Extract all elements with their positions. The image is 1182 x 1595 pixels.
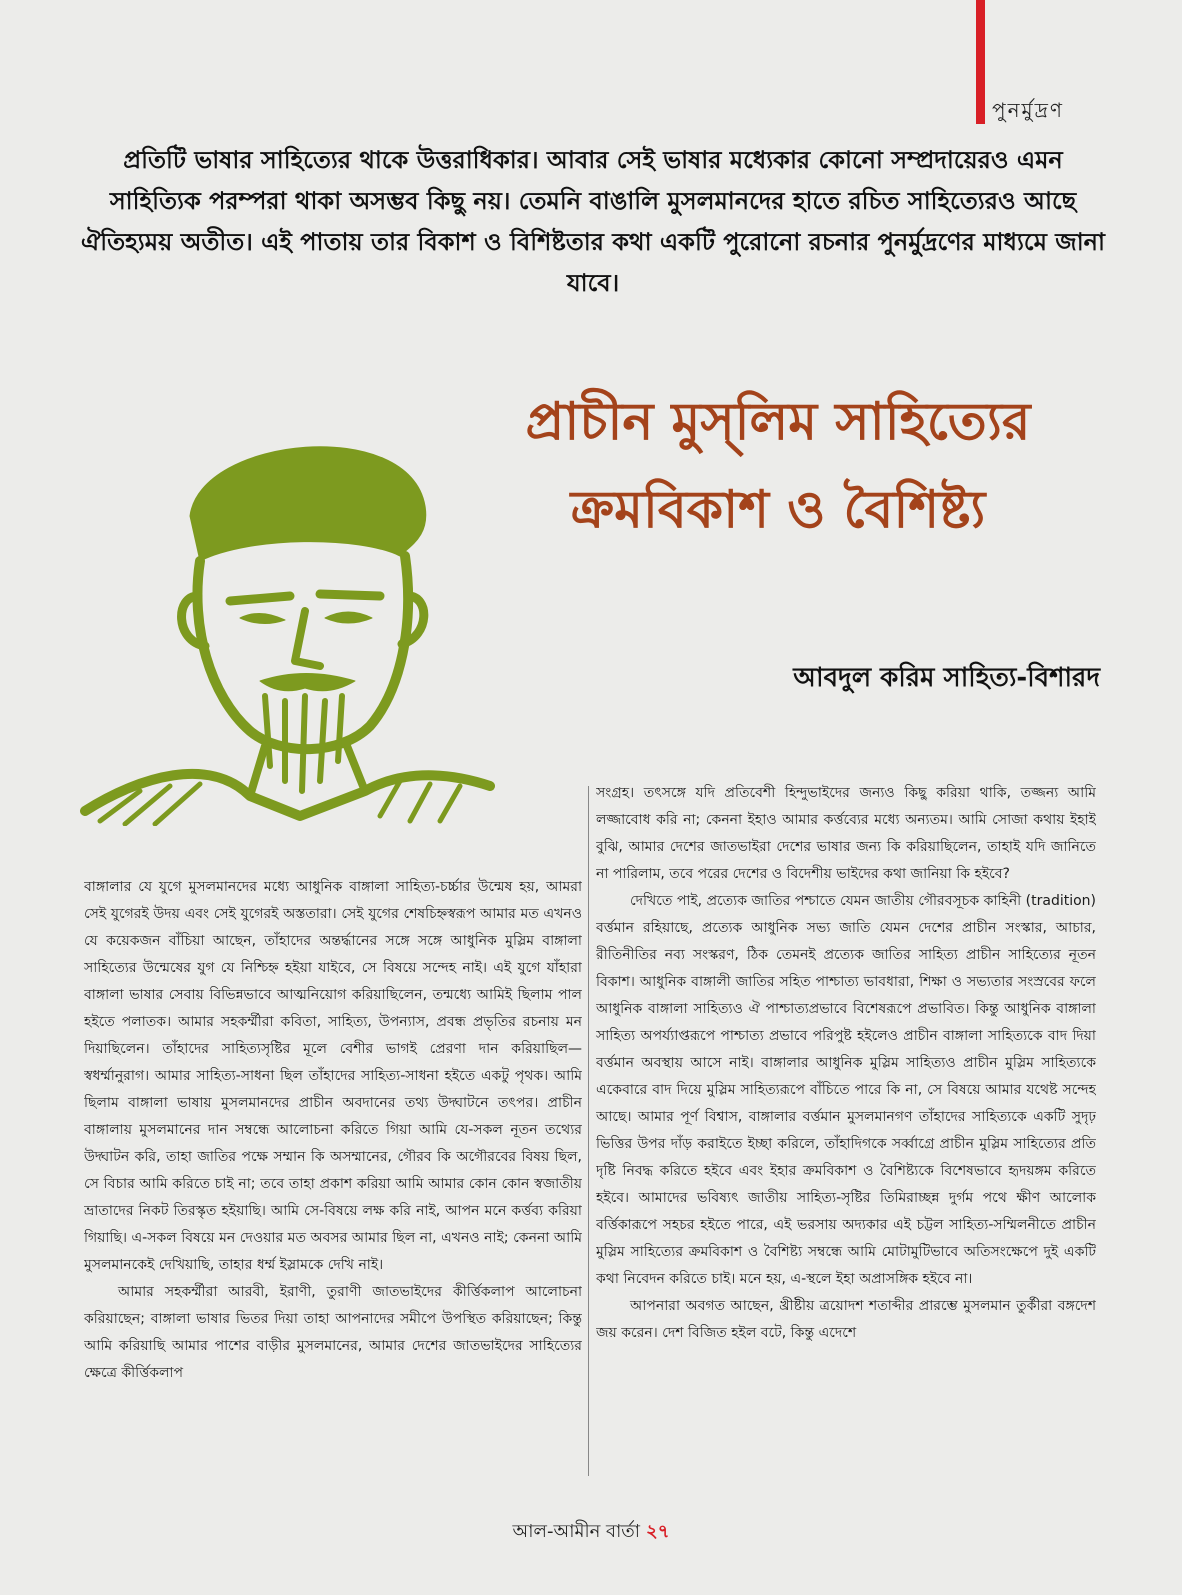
section-label: পুনর্মুদ্রণ — [992, 98, 1065, 122]
publication-name: আল-আমীন বার্তা — [512, 1521, 641, 1542]
paragraph: আমার সহকর্ম্মীরা আরবী, ইরাণী, তুরাণী জাতভাইদের কীর্ত্তিকলাপ আলোচনা করিয়াছেন; বাঙ্গালা ভাষার ভিতর দিয়া তাহা আপনাদের সমীপে উপস্থিত করিয়াছেন; কিন্তু আমি করিয়াছি আমার পাশের বাড়ীর মুসলমানের, আমার দেশের জাতভাইদের সাহিত্যের ক্ষেত্রে কীর্ত্তিকলাপ — [84, 1284, 582, 1381]
page-footer — [400, 1517, 782, 1547]
paragraph: সংগ্রহ। তৎসঙ্গে যদি প্রতিবেশী হিন্দুভাইদের জন্যও কিছু করিয়া থাকি, তজ্জন্য আমি লজ্জাবোধ করি না; কেননা ইহাও আমার কর্ত্তব্যের মধ্যে অন্যতম। আমি সোজা কথায় ইহাই বুঝি, আমার দেশের জাতভাইরা দেশের ভাষার জন্য কি করিয়াছিলেন, তাহাই যদি জানিতে না পারিলাম, তবে পরের দেশের ও বিদেশীয় ভাইদের কথা জানিয়া কি হইবে? — [596, 785, 1096, 882]
article-title — [408, 378, 1148, 588]
page-number: ২৭ — [646, 1521, 670, 1542]
intro-paragraph: প্রতিটি ভাষার সাহিত্যের থাকে উত্তরাধিকার। আবার সেই ভাষার মধ্যেকার কোনো সম্প্রদায়েরও এমন সাহিত্যিক পরম্পরা থাকা অসম্ভব কিছু নয়। তেমনি বাঙালি মুসলমানদের হাতে রচিত সাহিত্যেরও আছে ঐতিহ্যময় অতীত। এই পাতায় তার বিকাশ ও বিশিষ্টতার কথা একটি পুরোনো রচনার পুনর্মুদ্রণের মাধ্যমে জানা যাবে। — [81, 146, 1105, 297]
accent-bar — [976, 0, 985, 124]
body-column-left — [84, 874, 582, 1472]
paragraph: দেখিতে পাই, প্রত্যেক জাতির পশ্চাতে যেমন জাতীয় গৌরবসূচক কাহিনী (tradition) বর্ত্তমান রহিয়াছে, প্রত্যেক আধুনিক সভ্য জাতি যেমন দেশের প্রাচীন সংস্কার, আচার, রীতিনীতির নব্য সংস্করণ, ঠিক তেমনই প্রত্যেক জাতির সাহিত্য প্রাচীন সাহিত্যের নূতন বিকাশ। আধুনিক বাঙ্গালী জাতির সহিত পাশ্চাত্য ভাবধারা, শিক্ষা ও সভ্যতার সংস্রবের ফলে আধুনিক বাঙ্গালা সাহিত্যও ঐ পাশ্চাত্যপ্রভাবে বিশেষরূপে প্রভাবিত। কিন্তু আধুনিক বাঙ্গালা সাহিত্য অপর্য্যাপ্তরূপে পাশ্চাত্য প্রভাবে পরিপুষ্ট হইলেও প্রাচীন বাঙ্গালা সাহিত্যকে বাদ দিয়া বর্ত্তমান অবস্থায় আসে নাই। বাঙ্গালার আধুনিক মুস্লিম সাহিত্যও প্রাচীন মুস্লিম সাহিত্যকে একেবারে বাদ দিয়ে মুস্লিম সাহিত্যরূপে বাঁচিতে পারে কি না, সে বিষয়ে আমার যথেষ্ট সন্দেহ আছে। আমার পূর্ণ বিশ্বাস, বাঙ্গালার বর্ত্তমান মুসলমানগণ তাঁহাদের সাহিত্যকে একটি সুদৃঢ় ভিত্তির উপর দাঁড় করাইতে ইচ্ছা করিলে, তাঁহাদিগকে সর্ব্বাগ্রে প্রাচীন মুস্লিম সাহিত্যের প্রতি দৃষ্টি নিবদ্ধ করিতে হইবে এবং ইহার ক্রমবিকাশ ও বৈশিষ্ট্যকে বিশেষভাবে হৃদয়ঙ্গম করিতে হইবে। আমাদের ভবিষ্যৎ জাতীয় সাহিত্য-সৃষ্টির তিমিরাচ্ছন্ন দুর্গম পথে ক্ষীণ আলোক বর্ত্তিকারূপে সহচর হইতে পারে, এই ভরসায় অদ্যকার এই চট্টল সাহিত্য-সম্মিলনীতে প্রাচীন মুস্লিম সাহিত্যের ক্রমবিকাশ ও বৈশিষ্ট্য সম্বন্ধে আমি মোটামুটিভাবে অতিসংক্ষেপে দুই একটি কথা নিবেদন করিতে চাই। মনে হয়, এ-স্থলে ইহা অপ্রাসঙ্গিক হইবে না। — [596, 893, 1096, 1287]
author-name: আবদুল করিম সাহিত্য-বিশারদ — [793, 663, 1100, 693]
column-divider — [588, 786, 589, 1476]
body-column-right — [596, 780, 1096, 1472]
title-line-2: ক্রমবিকাশ ও বৈশিষ্ট্য — [570, 479, 986, 540]
title-line-1: প্রাচীন মুস্‌লিম সাহিত্যের — [525, 391, 1031, 452]
paragraph: আপনারা অবগত আছেন, খ্রীষ্টীয় ত্রয়োদশ শতাব্দীর প্রারম্ভে মুসলমান তুর্কীরা বঙ্গদেশ জয় করেন। দেশ বিজিত হইল বটে, কিন্তু এদেশে — [596, 1298, 1096, 1341]
paragraph: বাঙ্গালার যে যুগে মুসলমানদের মধ্যে আধুনিক বাঙ্গালা সাহিত্য-চর্চ্চার উন্মেষ হয়, আমরা সেই যুগেরই উদয় এবং সেই যুগেরই অস্ততারা। সেই যুগের শেষচিহ্নস্বরূপ আমার মত এখনও যে কয়েকজন বাঁচিয়া আছেন, তাঁহাদের অন্তর্দ্ধানের সঙ্গে সঙ্গে আধুনিক মুস্লিম বাঙ্গালা সাহিত্যের উন্মেষের যুগ যে নিশ্চিহ্ন হইয়া যাইবে, সে বিষয়ে সন্দেহ নাই। এই যুগে যাঁহারা বাঙ্গালা ভাষার সেবায় বিভিন্নভাবে আত্মনিয়োগ করিয়াছিলেন, তন্মধ্যে আমিই ছিলাম পাল হইতে পলাতক। আমার সহকর্ম্মীরা কবিতা, সাহিত্য, উপন্যাস, প্রবন্ধ প্রভৃতির রচনায় মন দিয়াছিলেন। তাঁহাদের সাহিত্যসৃষ্টির মূলে বেশীর ভাগই প্রেরণা দান করিয়াছিল— স্বধর্ম্মানুরাগ। আমার সাহিত্য-সাধনা ছিল তাঁহাদের সাহিত্য-সাধনা হইতে একটু পৃথক। আমি ছিলাম বাঙ্গালা ভাষায় মুসলমানদের প্রাচীন অবদানের তথ্য উদ্ঘাটনে তৎপর। প্রাচীন বাঙ্গালায় মুসলমানের দান সম্বন্ধে আলোচনা করিতে গিয়া আমি যে-সকল নূতন তথ্যের উদ্ঘাটন করি, তাহা জাতির পক্ষে সম্মান কি অসম্মানের, গৌরব কি অগৌরবের বিষয় ছিল, সে বিচার আমি করিতে চাই না; তবে তাহা প্রকাশ করিয়া আমি আমার কোন কোন স্বজাতীয় ভ্রাতাদের নিকট তিরস্কৃত হইয়াছি। আমি সে-বিষয়ে লক্ষ করি নাই, আপন মনে কর্ত্তব্য করিয়া গিয়াছি। এ-সকল বিষয়ে মন দেওয়ার মত অবসর আমার ছিল না, এখনও নাই; কেননা আমি মুসলমানকেই দেখিয়াছি, তাহার ধর্ম্ম ইস্লামকে দেখি নাই। — [84, 879, 582, 1273]
